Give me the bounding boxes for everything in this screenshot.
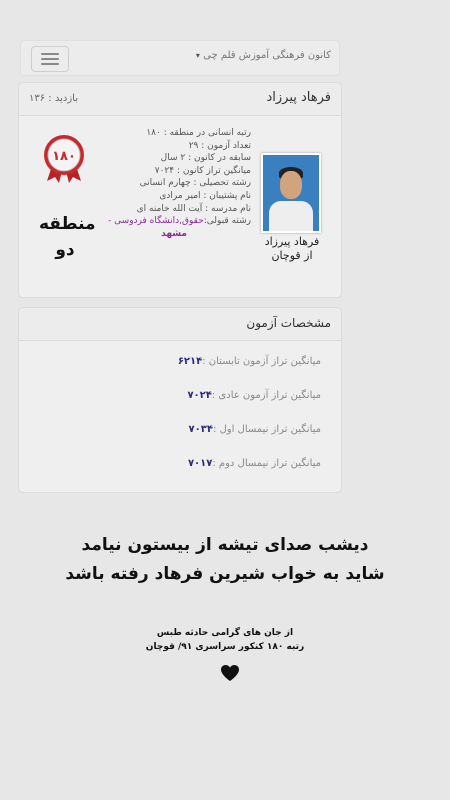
profile-card-header [19,83,341,116]
profile-info [81,127,251,240]
menu-icon-line [41,58,59,60]
stat-label: میانگین تراز نیمسال اول : [212,424,321,435]
brand-label: کانون فرهنگی آموزش قلم چی [203,50,331,61]
exam-stat [189,424,321,435]
hamburger-menu-button[interactable] [31,46,69,72]
poem-line-2: شاید به خواب شیرین فرهاد رفته باشد [65,564,385,584]
brand-dropdown[interactable] [196,50,331,61]
exam-card [18,307,342,493]
menu-icon-line [41,53,59,55]
info-line: رشته تحصیلی : چهارم انسانی [139,178,251,189]
menu-icon-line [41,63,59,65]
profile-card [18,82,342,298]
exam-stat [188,458,321,469]
accept-line [81,215,251,228]
stat-value: ۷۰۳۴ [188,424,213,435]
badge-number: ۱۸۰ [52,149,76,164]
dedication-line-1: از جان های گرامی حادثه طبس [156,628,294,638]
poem-line-1: دیشب صدای تیشه از بیستون نیامد [81,535,369,555]
info-line: تعداد آزمون : ۲۹ [188,140,251,151]
info-line: سابقه در کانون : ۲ سال [160,153,251,164]
stat-label: میانگین تراز آزمون عادی : [211,390,321,401]
exam-stat [178,356,321,367]
caption-city: از قوچان [271,249,313,262]
top-bar [20,40,340,76]
dedication-line-2: رتبه ۱۸۰ کنکور سراسری ۹۱/ قوچان [145,642,305,652]
stat-label: میانگین تراز نیمسال دوم : [212,458,321,469]
profile-photo [261,153,321,233]
caption-name: فرهاد پیرزاد [264,235,320,248]
info-line: رتبه انسانی در منطقه : ۱۸۰ [146,128,251,138]
accept-value: حقوق,دانشگاه فردوسی - [108,216,204,227]
accept-city: مشهد [161,228,187,239]
info-line: نام پشتیبان : امیر مرادی [159,190,251,201]
exam-stat [187,390,321,401]
stat-label: میانگین تراز آزمون تابستان : [202,356,321,367]
region-line2: دو [55,240,75,260]
exam-card-header [19,308,341,341]
profile-name-title: فرهاد پیرزاد [266,90,331,105]
photo-caption [261,235,323,263]
heart-icon [220,664,240,682]
region-label [39,211,96,263]
accept-label: رشته قبولی: [203,216,251,227]
visit-count: بازدید : ۱۳۶ [29,93,78,104]
exam-card-title: مشخصات آزمون [246,316,331,330]
stat-value: ۶۲۱۴ [177,356,203,367]
info-line: نام مدرسه : آیت الله خامنه ای [136,203,251,214]
rank-badge-icon [41,133,87,183]
stat-value: ۷۰۲۴ [187,390,212,401]
caret-down-icon: ▾ [195,51,200,60]
info-line: میانگین تراز کانون : ۷۰۲۴ [154,165,251,176]
stat-value: ۷۰۱۷ [187,458,213,469]
region-line1: منطقه [39,214,96,234]
